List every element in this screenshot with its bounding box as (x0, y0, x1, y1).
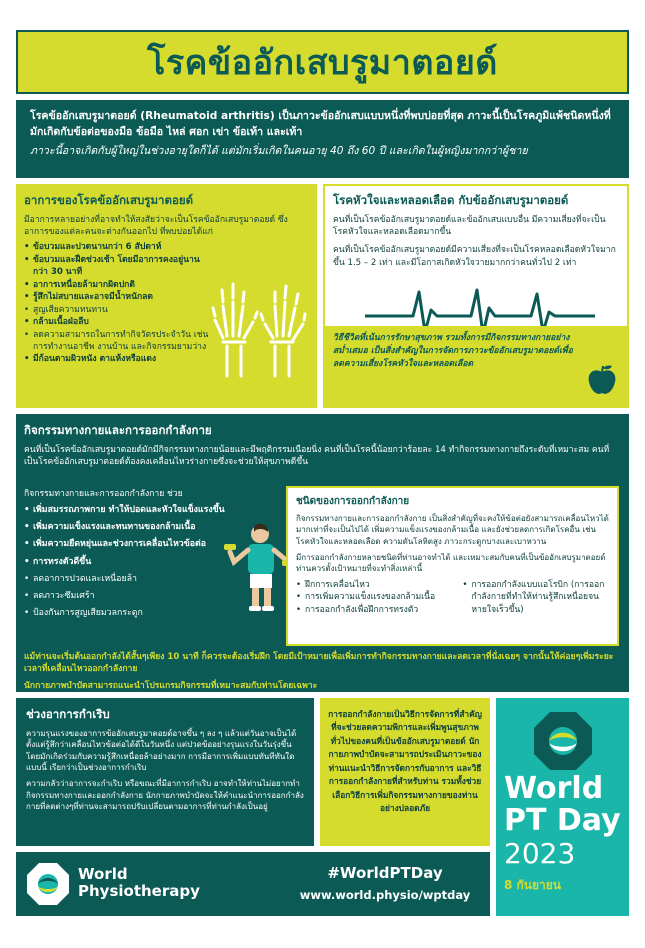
footer-org-line1: World (78, 865, 128, 883)
activity-benefits-title: กิจกรรมทางกายและการออกกำลังกาย ช่วย (24, 489, 183, 499)
footer-url[interactable]: www.world.physio/wptday (299, 888, 471, 902)
footer-hashtag: #WorldPTDay (327, 864, 443, 882)
person-exercising-icon (224, 522, 294, 612)
list-item: • ลดอาการปวดและเหนื่อยล้า (24, 571, 284, 588)
list-item: • กล้ามเนื้อฝ่อลีบ (24, 316, 214, 328)
title-bar (16, 30, 629, 94)
world-pt-day-panel (496, 698, 629, 916)
world-pt-day-year: 2023 (504, 837, 576, 870)
exercise-types-columns (296, 579, 609, 616)
list-item: • การทรงตัวดีขึ้น (24, 554, 284, 571)
activity-footer (24, 651, 622, 692)
list-item: • รู้สึกไม่สบายและอาจมีน้ำหนักลด (24, 291, 214, 303)
hand-skeleton-icon (211, 280, 307, 380)
list-item: • ลดภาวะซึมเศร้า (24, 588, 284, 605)
flare-heading: ช่วงอาการกำเริบ (26, 707, 110, 721)
heart-bottom-panel (325, 326, 627, 406)
exercise-types-list-2 (462, 579, 609, 616)
list-item: • มีก้อนตามผิวหนัง ตาแห้งหรือแดง (24, 353, 214, 365)
list-item: • การเพิ่มความแข็งแรงของกล้ามเนื้อ (296, 591, 452, 603)
heart-bottom-text: วิธีชีวิตที่เน้นการรักษาสุขภาพ รวมทั้งการมีกิจกรรมทางกายอย่างสม่ำเสมอ เป็นสิ่งสำคัญในการจัดการภาวะข้ออักเสบรูมาตอยด์เพื่อลดความเสี่ยงโรคหัวใจและหลอดเลือด (333, 333, 573, 369)
list-item: • เพิ่มความแข็งแรงและทนทานของกล้ามเนื้อ (24, 519, 284, 536)
world-physiotherapy-logo-icon (532, 710, 594, 772)
list-item: • การออกกำลังแบบแอโรบิก (การออกกำลังกายที่ทำให้ท่านรู้สึกเหนื่อยจนหายใจเร็วขึ้น) (462, 579, 609, 616)
list-item: • ฝึกการเคลื่อนไหว (296, 579, 452, 591)
list-item: • สูญเสียความทนทาน (24, 304, 214, 316)
intro-paragraph-2: ภาวะนี้อาจเกิดกับผู้ใหญ่ในช่วงอายุใดก็ได้ แต่มักเริ่มเกิดในคนอายุ 40 ถึง 60 ปี และเกิดในผู้หญิงมากกว่าผู้ชาย (30, 144, 528, 157)
list-item: • เพิ่มความยืดหยุ่นและช่วงการเคลื่อนไหวข้อต่อ (24, 536, 284, 553)
footer-org-name (78, 866, 200, 899)
intro-section (16, 100, 629, 178)
footer-links (280, 852, 490, 916)
world-pt-day-line2: PT Day (504, 803, 621, 838)
list-item: • ป้องกันการสูญเสียมวลกระดูก (24, 605, 284, 622)
symptoms-section (16, 184, 317, 408)
advice-section (320, 698, 490, 846)
apple-icon (587, 364, 617, 396)
flare-section (16, 698, 314, 846)
heart-heading: โรคหัวใจและหลอดเลือด กับข้ออักเสบรูมาตอยด์ (333, 193, 569, 207)
symptoms-list (24, 241, 214, 366)
flare-paragraph-1: ความรุนแรงของอาการข้ออักเสบรูมาตอยด์อาจขึ้น ๆ ลง ๆ แล้วแต่วันอาจเป็นได้ตั้งแต่รู้สึกว่าเคลื่อนไหวข้อต่อได้ดีในวันหนึ่ง แต่ปวดข้ออย่างรุนแรงในวันรุ่งขึ้น โดยมักเกิดร่วมกับความรู้สึกเหนื่อยล้าอย่างมาก การมีอาการเพิ่มแบบทันทีทันใดแบบนี้ เรียกว่าเป็นช่วงอาการกำเริบ (26, 729, 297, 773)
list-item: • ลดความสามารถในการทำกิจวัตรประจำวัน เช่น การทำงานอาชีพ งานบ้าน และกิจกรรมยามว่าง (24, 329, 214, 354)
symptoms-heading: อาการของโรคข้ออักเสบรูมาตอยด์ (24, 193, 194, 207)
footer-org-line2: Physiotherapy (78, 881, 200, 900)
exercise-types-paragraph-2: มีการออกกำลังกายหลายชนิดที่ท่านอาจทำได้ และเหมาะสมกับคนที่เป็นข้ออักเสบรูมาตอยด์ ท่านควรตั้งเป้าหมายที่จะทำสิ่งเหล่านี้ (296, 553, 606, 574)
activity-footer-2: นักกายภาพบำบัดสามารถแนะนำโปรแกรมกิจกรรมที่เหมาะสมกับท่านโดยเฉพาะ (24, 680, 318, 691)
list-item: • เพิ่มสมรรถภาพกาย ทำให้ปอดและหัวใจแข็งแรงขึ้น (24, 502, 284, 519)
intro-paragraph-1: โรคข้ออักเสบรูมาตอยด์ (Rheumatoid arthritis) เป็นภาวะข้ออักเสบแบบหนึ่งที่พบบ่อยที่สุด ภาวะนี้เป็นโรคภูมิแพ้ชนิดหนึ่งที่มักเกิดกับข้อต่อของมือ ข้อมือ ไหล่ ศอก เข่า ข้อเท้า และเท้า (30, 110, 611, 139)
exercise-types-box (286, 486, 619, 646)
activity-intro: คนที่เป็นโรคข้ออักเสบรูมาตอยด์มักมีกิจกรรมทางกายน้อยและมีพฤติกรรมเนือยนิ่ง คนที่เป็นโรคนี้น้อยกว่าร้อยละ 14 ทำกิจกรรมทางกายถึงระดับที่เหมาะสม คนที่เป็นโรคข้ออักเสบรูมาตอยด์ต้องคงเคลื่อนไหวร่างกายซึ่งจะช่วยให้สุขภาพดีขึ้น (24, 445, 610, 468)
heart-section (323, 184, 629, 408)
page-title: โรคข้ออักเสบรูมาตอยด์ (147, 43, 498, 83)
world-physiotherapy-logo-icon (26, 862, 70, 906)
world-pt-day-line1: World (504, 771, 604, 806)
activity-section (16, 414, 629, 692)
advice-text: การออกกำลังกายเป็นวิธีการจัดการที่สำคัญ ที่จะช่วยลดความพิการและเพิ่มพูนสุขภาพทั่วไปของคนที่เป็นข้ออักเสบรูมาตอยด์ นักกายภาพบำบัดจะสามารถประเมินภาวะของท่านแนะนำวิธีการจัดการกับอาการ และวิธีการออกกำลังกายที่สำหรับท่าน รวมทั้งช่วยเลือกวิธีการเพิ่มกิจกรรมทางกายของท่านอย่างปลอดภัย (328, 709, 482, 814)
exercise-types-paragraph-1: กิจกรรมทางกายและการออกกำลังกาย เป็นสิ่งสำคัญที่จะคงให้ข้อต่อยังสามารถเคลื่อนไหวได้มากเท่าที่จะเป็นไปได้ เพิ่มความแข็งแรงของกล้ามเนื้อ และยังช่วยลดการเกิดโรคอื่น เช่น โรคหัวใจและหลอดเลือด ความดันโลหิตสูง ภาวะกระดูกบางและเบาหวาน (296, 514, 609, 546)
heart-paragraph-1: คนที่เป็นโรคข้ออักเสบรูมาตอยด์และข้ออักเสบแบบอื่น มีความเสี่ยงที่จะเป็นโรคหัวใจและหลอดเลือดมากขึ้น (333, 215, 606, 238)
footer-organization (16, 852, 280, 916)
list-item: • อาการเหนื่อยล้ามากผิดปกติ (24, 279, 214, 291)
activity-heading: กิจกรรมทางกายและการออกกำลังกาย (24, 423, 212, 437)
heart-paragraph-2: คนที่เป็นโรคข้ออักเสบรูมาตอยด์มีความเสี่ยงที่จะเป็นโรคหลอดเลือดหัวใจมากขึ้น 1.5 – 2 เท่า และมีโอกาสเกิดหัวใจวายมากกว่าคนทั่วไป 2 เท่า (333, 245, 616, 268)
list-item: • ข้อบวมและฝืดช่วงเช้า โดยมีอาการคงอยู่นานกว่า 30 นาที (24, 254, 214, 279)
symptoms-intro: มีอาการหลายอย่างที่อาจทำให้สงสัยว่าจะเป็นโรคข้ออักเสบรูมาตอยด์ ซึ่งอาการของแต่ละคนจะต่างกันออกไป ที่พบบ่อยได้แก่ (24, 215, 288, 238)
list-item: • ข้อบวมและปวดนานกว่า 6 สัปดาห์ (24, 241, 214, 253)
world-pt-day-date: 8 กันยายน (504, 878, 561, 892)
activity-footer-1: แม้ท่านจะเริ่มต้นออกกำลังได้สั้นๆเพียง 10 นาที ก็ควรจะต้องเริ่มฝึก โดยมีเป้าหมายเพื่อเพิ่มการทำกิจกรรมทางกายและลดเวลาที่นั่งเฉยๆ จากนั้นให้ค่อยๆเพิ่มระยะเวลาที่เคลื่อนไหวออกกำลังกาย (24, 652, 614, 675)
flare-paragraph-2: ความกลัวว่าอาการจะกำเริบ หรือขณะที่มีอาการกำเริบ อาจทำให้ท่านไม่อยากทำกิจกรรมทางกายและออกกำลังกาย นักกายภาพบำบัดจะให้คำแนะนำการออกกำลังกายที่ลดต่างๆที่ท่านจะสามารถปรับเปลี่ยนตามอาการที่ท่านกำลังเป็นอยู่ (26, 779, 304, 812)
exercise-types-list-1 (296, 579, 452, 616)
exercise-types-heading: ชนิดของการออกกำลังกาย (296, 496, 410, 507)
list-item: • การออกกำลังเพื่อฝึกการทรงตัว (296, 604, 452, 616)
